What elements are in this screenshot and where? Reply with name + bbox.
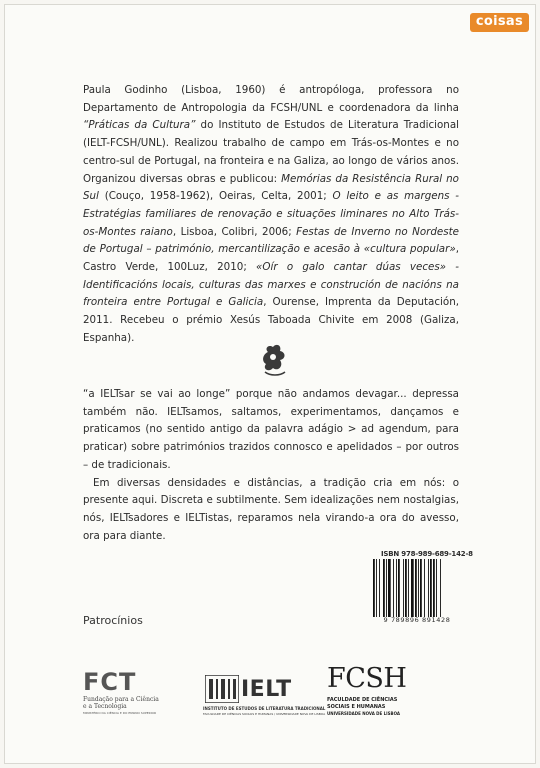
fcsh-logo-line: SOCIAIS E HUMANAS (327, 704, 386, 710)
bio-text: (Couço, 1958-1962), Oeiras, Celta, 2001; (98, 190, 333, 203)
bio-italic: O leito e as margens - Estratégias familiares de renovação e situações liminares no Alto Trás-os-Montes raiano (83, 190, 459, 238)
fct-logo-line: Fundação para a Ciência (83, 696, 159, 703)
bio-italic: Festas de Inverno no Nordeste de Portugal – património, mercantilização e acesão à «cultura popular» (83, 225, 459, 256)
ielt-logo (203, 673, 326, 733)
quote-paragraph: “a IELTsar se vai ao longe” porque não andamos devagar... depressa também não. IELTsamos, saltamos, experimentamos, dançamos e praticamos (no sentido antigo da palavra adágio > ad agendum, para praticar) sobre patrimónios trazidos connosco e apelidados – por outros – de tradicionais. (83, 388, 459, 471)
ielt-logo-name: IELT (241, 677, 292, 702)
fct-logo-line: e a Tecnologia (83, 703, 127, 710)
fcsh-logo-line: UNIVERSIDADE NOVA DE LISBOA (327, 711, 400, 716)
sponsors-heading: Patrocínios (83, 614, 143, 627)
fcsh-logo-name: FCSH (327, 663, 407, 694)
bio-italic: “Práticas da Cultura” (83, 119, 196, 132)
quote-paragraph: Em diversas densidades e distâncias, a tradição cria em nós: o presente aqui. Discreta e subtilmente. Sem idealizações nem nostalgias, nós, IELTsadores e IELTistas, reparamos nela virando-a ora do avesso, ora para diante. (83, 476, 459, 542)
isbn-label: ISBN 978-989-689-142-8 (381, 550, 473, 558)
bio-text: , Castro Verde, 100Luz, 2010; (83, 243, 459, 274)
store-badge: coisas (470, 13, 529, 32)
ielt-emblem-icon (205, 675, 239, 703)
fct-logo (83, 668, 173, 730)
ielt-logo-line: INSTITUTO DE ESTUDOS DE LITERATURA TRADICIONAL (203, 706, 326, 711)
fcsh-logo-line: FACULDADE DE CIÊNCIAS (327, 697, 398, 703)
ornament-icon (260, 342, 290, 378)
fct-logo-line: MINISTÉRIO DA CIÊNCIA E DO ENSINO SUPERIOR (83, 711, 157, 715)
back-cover (4, 4, 536, 764)
cover-quote (83, 386, 459, 545)
bio-text: , Ourense, Imprenta da Deputación, 2011. Recebeu o prémio Xesús Taboada Chivite em 2008 (Galiza, Espanha). (83, 296, 459, 344)
bio-text: do Instituto de Estudos de Literatura Tradicional (IELT-FCSH/UNL). Realizou trabalho de campo em Trás-os-Montes e no centro-sul de Portugal, na fronteira e na Galiza, ao longo de vários anos. Organizou diversas obras e publicou: (83, 119, 459, 185)
fcsh-logo (327, 663, 407, 729)
bio-italic: Memórias da Resistência Rural no Sul (83, 172, 459, 203)
author-bio (83, 82, 459, 348)
barcode-number: 9 789896 891428 (383, 616, 451, 624)
ielt-logo-line: FACULDADE DE CIÊNCIAS SOCIAIS E HUMANAS / UNIVERSIDADE NOVA DE LISBOA (203, 712, 326, 716)
barcode-icon (371, 559, 463, 619)
fct-logo-name: FCT (83, 668, 137, 696)
bio-italic: «Oír o galo cantar dúas veces» -Identificacións locais, culturas das marxes e construción de nacións na fronteira entre Portugal e Galicia (83, 261, 459, 309)
bio-text: Paula Godinho (Lisboa, 1960) é antropóloga, professora no Departamento de Antropologia da FCSH/UNL e coordenadora da linha (83, 84, 459, 114)
bio-text: , Lisboa, Colibri, 2006; (172, 225, 297, 238)
